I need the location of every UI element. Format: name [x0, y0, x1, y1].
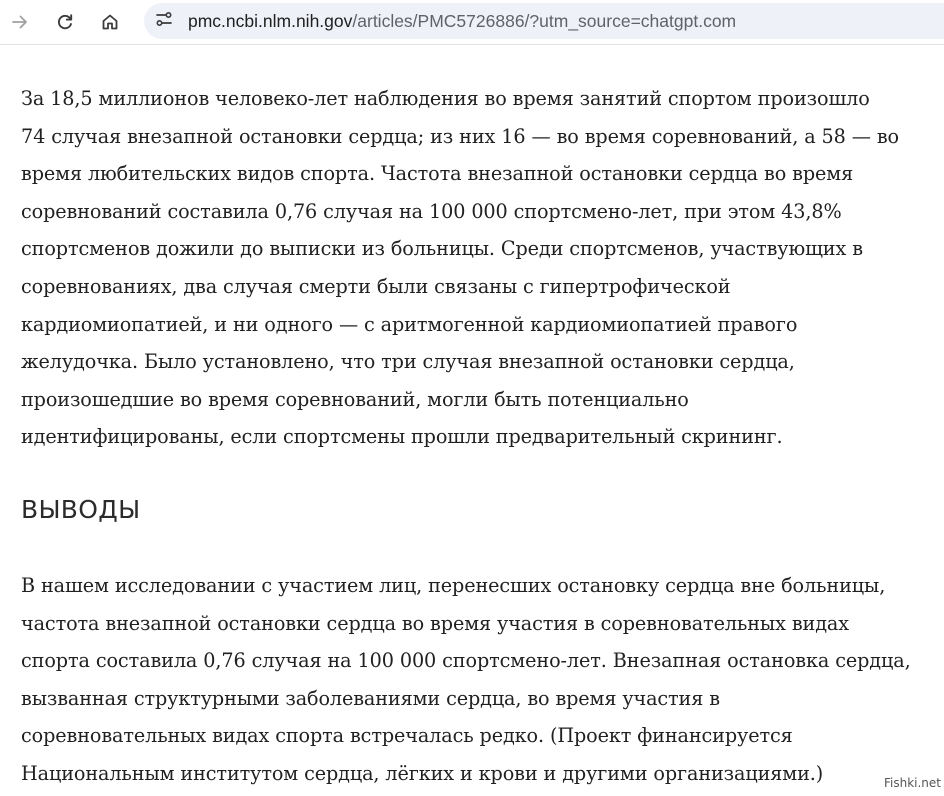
text-line: кардиомиопатией, и ни одного — с аритмогенной кардиомиопатией правого [21, 312, 798, 336]
conclusions-heading: ВЫВОДЫ [21, 495, 141, 524]
reload-button[interactable] [49, 6, 81, 38]
text-line: За 18,5 миллионов человеко-лет наблюдения во время занятий спортом произошло [21, 87, 870, 110]
watermark: Fishki.net [883, 776, 941, 790]
browser-toolbar [0, 0, 944, 45]
text-line: время любительских видов спорта. Частота внезапной остановки сердца во время [21, 162, 854, 186]
text-line: желудочка. Было установлено, что три случая внезапной остановки сердца, [21, 350, 795, 374]
reload-icon [55, 12, 75, 32]
results-section [21, 80, 941, 456]
conclusions-section [21, 567, 941, 793]
text-line: соревнований составила 0,76 случая на 100 000 спортсмено-лет, при этом 43,8% [21, 199, 842, 223]
conclusions-paragraph [21, 567, 941, 793]
home-icon [100, 12, 120, 32]
text-line: вызванная структурными заболеваниями сердца, во время участия в [21, 686, 720, 710]
text-line: произошедшие во время соревнований, могли быть потенциально [21, 387, 689, 411]
url-host: pmc.ncbi.nlm.nih.gov [188, 11, 353, 31]
text-line: спорта составила 0,76 случая на 100 000 спортсмено-лет. Внезапная остановка сердца, [21, 649, 911, 673]
text-line: Национальным институтом сердца, лёгких и крови и другими организациями.) [21, 761, 824, 785]
forward-button[interactable] [4, 6, 36, 38]
text-line: идентифицированы, если спортсмены прошли предварительный скрининг. [21, 425, 783, 449]
url-path: /articles/PMC5726886/?utm_source=chatgpt.com [352, 11, 737, 31]
url-text[interactable] [188, 3, 736, 39]
arrow-forward-icon [10, 12, 30, 32]
results-paragraph [21, 80, 941, 456]
text-line: соревновательных видах спорта встречалась редко. (Проект финансируется [21, 724, 793, 748]
text-line: В нашем исследовании с участием лиц, перенесших остановку сердца вне больницы, [21, 574, 886, 597]
text-line: соревнованиях, два случая смерти были связаны с гипертрофической [21, 274, 731, 298]
text-line: 74 случая внезапной остановки сердца; из них 16 — во время соревнований, а 58 — во [21, 124, 900, 148]
site-settings-icon [155, 10, 173, 32]
text-line: спортсменов дожили до выписки из больницы. Среди спортсменов, участвующих в [21, 237, 863, 261]
site-info-button[interactable] [150, 7, 178, 35]
address-bar[interactable] [144, 3, 944, 39]
home-button[interactable] [94, 6, 126, 38]
text-line: частота внезапной остановки сердца во время участия в соревновательных видах [21, 611, 849, 635]
